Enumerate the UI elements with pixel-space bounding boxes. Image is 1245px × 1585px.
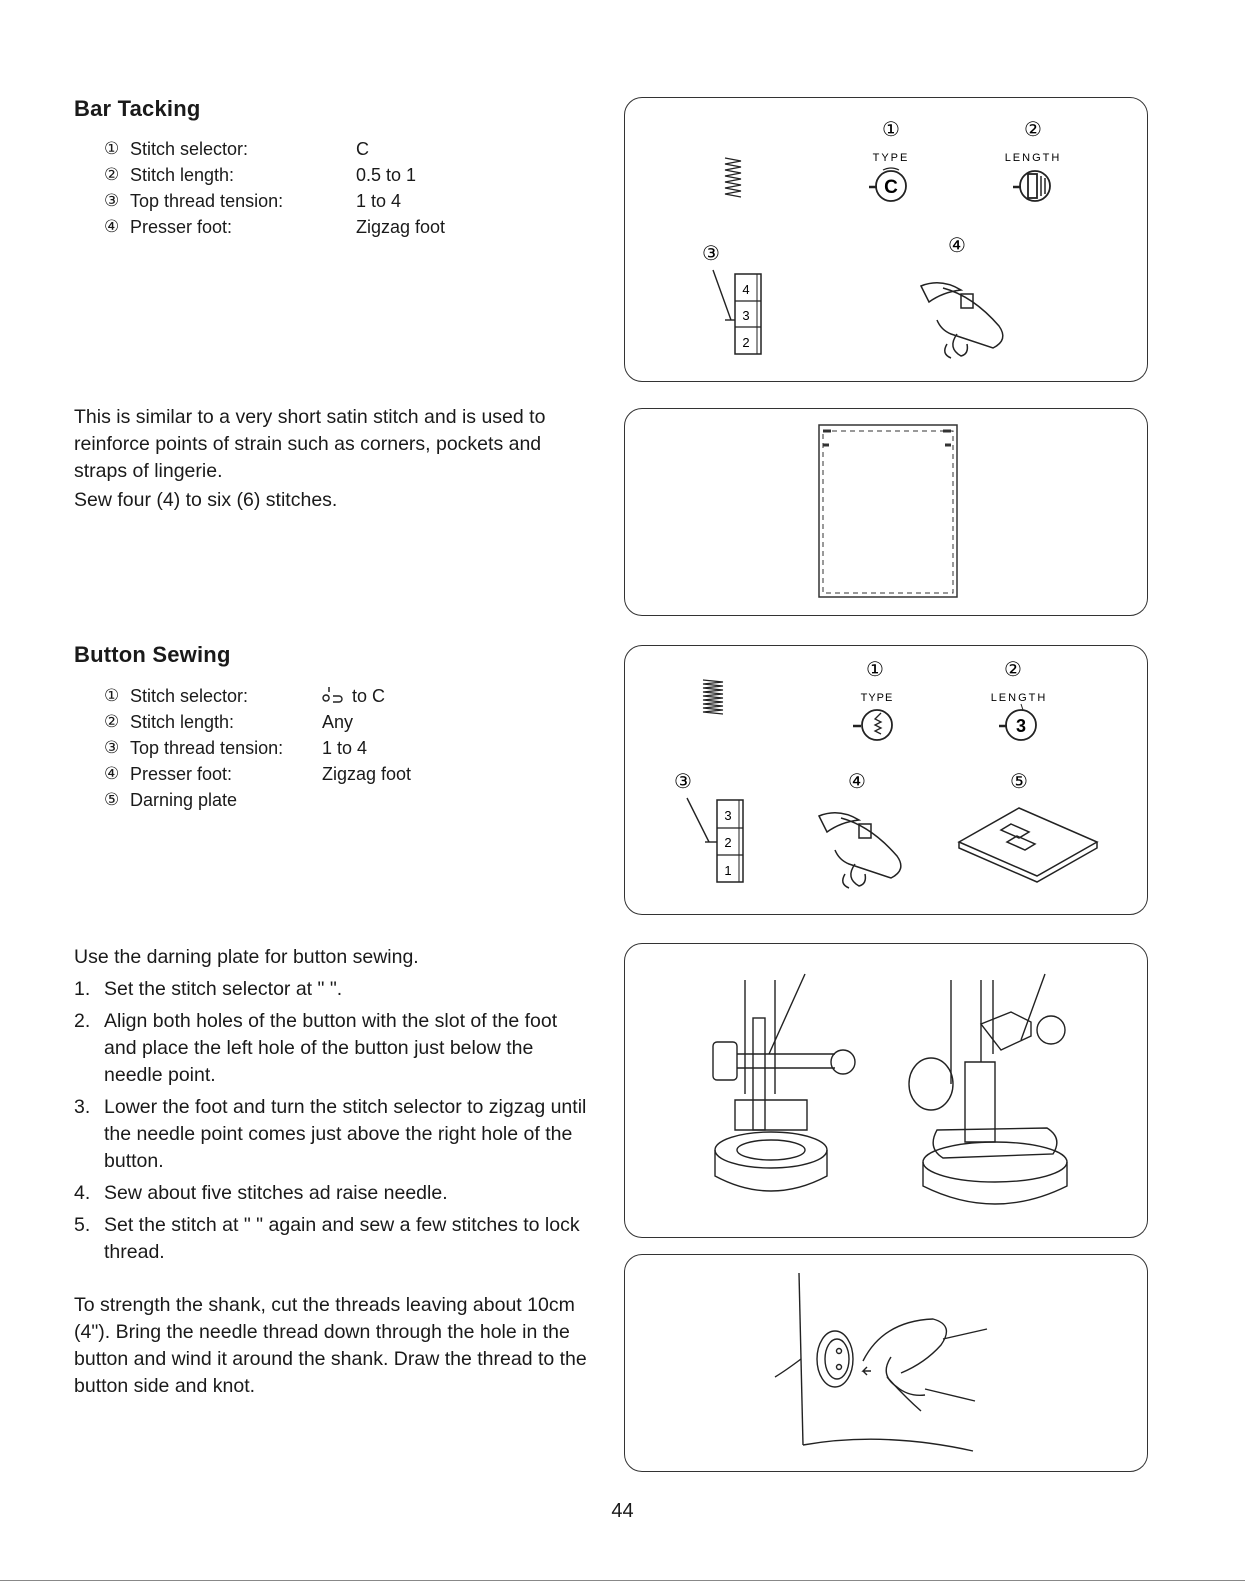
bar-tacking-settings-figure bbox=[624, 97, 1148, 382]
marker-4: ④ bbox=[848, 771, 866, 793]
button-shank-icon bbox=[775, 1273, 987, 1451]
tension-value: 3 bbox=[742, 308, 750, 323]
setting-value: Any bbox=[322, 712, 354, 732]
zigzag-foot-icon bbox=[921, 283, 1003, 358]
step-number: 2. bbox=[74, 1010, 91, 1032]
step-text: Sew about five stitches ad raise needle. bbox=[104, 1182, 448, 1204]
button-sewing-intro: Use the darning plate for button sewing. bbox=[74, 946, 419, 968]
step-item bbox=[74, 1180, 594, 1207]
step-text: Lower the foot and turn the stitch selector to zigzag until the needle point comes just above the right hole of the button. bbox=[104, 1096, 587, 1172]
tension-value: 2 bbox=[742, 335, 750, 350]
setting-value: Zigzag foot bbox=[322, 764, 412, 784]
setting-value: C bbox=[356, 139, 369, 159]
setting-value: 0.5 to 1 bbox=[356, 165, 417, 185]
setting-value: to C bbox=[352, 686, 386, 706]
length-dial-icon bbox=[999, 704, 1036, 740]
length-dial-icon bbox=[1013, 171, 1050, 201]
length-label: LENGTH bbox=[990, 692, 1048, 704]
setting-number: ④ bbox=[104, 217, 120, 236]
setting-label: Stitch length: bbox=[130, 712, 235, 732]
setting-label: Stitch selector: bbox=[130, 139, 249, 159]
setting-row bbox=[104, 136, 445, 162]
setting-value: 1 to 4 bbox=[356, 191, 402, 211]
dial-letter: C bbox=[884, 177, 898, 198]
type-dial-icon bbox=[853, 710, 892, 740]
setting-row bbox=[104, 787, 411, 813]
step-number: 5. bbox=[74, 1214, 91, 1236]
presser-foot-side-icon bbox=[909, 974, 1067, 1204]
marker-2: ② bbox=[1024, 119, 1042, 141]
tension-dial-icon bbox=[713, 270, 761, 354]
bar-tacking-description: This is similar to a very short satin stitch and is used to reinforce points of strain such as corners, pockets and straps of lingerie. bbox=[74, 406, 546, 482]
marker-3: ③ bbox=[702, 243, 720, 265]
setting-row bbox=[104, 761, 411, 787]
tension-value: 2 bbox=[724, 835, 732, 850]
step-item bbox=[74, 1212, 594, 1266]
setting-label: Stitch selector: bbox=[130, 686, 249, 706]
darning-plate-icon bbox=[959, 808, 1097, 882]
setting-number: ⑤ bbox=[104, 790, 120, 809]
setting-row bbox=[104, 214, 445, 240]
page-bottom-edge bbox=[0, 1580, 1245, 1581]
fabric-pocket-icon bbox=[819, 425, 957, 597]
step-text: Set the stitch at " " again and sew a few stitches to lock thread. bbox=[104, 1214, 580, 1263]
tension-value: 3 bbox=[724, 808, 732, 823]
button-stitch-icon bbox=[703, 680, 723, 714]
setting-row bbox=[104, 162, 445, 188]
setting-number: ④ bbox=[104, 764, 120, 783]
section-title-button-sewing: Button Sewing bbox=[74, 642, 231, 667]
button-placement-figure bbox=[624, 943, 1148, 1238]
presser-foot-front-icon bbox=[713, 974, 855, 1191]
length-label: LENGTH bbox=[1004, 152, 1062, 164]
step-item bbox=[74, 976, 594, 1003]
marker-3: ③ bbox=[674, 771, 692, 793]
setting-number: ② bbox=[104, 165, 120, 184]
setting-row bbox=[104, 735, 411, 761]
tension-value: 4 bbox=[742, 282, 750, 297]
setting-label: Darning plate bbox=[130, 790, 238, 810]
step-item bbox=[74, 1008, 594, 1089]
type-dial-icon bbox=[869, 168, 906, 201]
dial-value: 3 bbox=[1015, 716, 1027, 736]
marker-1: ① bbox=[866, 659, 884, 681]
setting-number: ③ bbox=[104, 191, 120, 210]
setting-value: 1 to 4 bbox=[322, 738, 368, 758]
step-number: 1. bbox=[74, 978, 91, 1000]
tension-value: 1 bbox=[724, 863, 732, 878]
step-text: Align both holes of the button with the slot of the foot and place the left hole of the button just below the needle point. bbox=[104, 1010, 558, 1086]
setting-label: Top thread tension: bbox=[130, 738, 284, 758]
zigzag-foot-icon bbox=[819, 813, 901, 888]
bar-tacking-settings bbox=[104, 136, 445, 240]
setting-row bbox=[104, 683, 411, 709]
step-text: Set the stitch selector at " ". bbox=[104, 978, 343, 1000]
setting-row bbox=[104, 709, 411, 735]
type-label: TYPE bbox=[860, 692, 894, 704]
page-number: 44 bbox=[611, 1500, 634, 1522]
tension-dial-icon bbox=[687, 798, 743, 882]
setting-number: ② bbox=[104, 712, 120, 731]
setting-row bbox=[104, 188, 445, 214]
setting-number: ③ bbox=[104, 738, 120, 757]
setting-label: Presser foot: bbox=[130, 764, 233, 784]
setting-label: Top thread tension: bbox=[130, 191, 284, 211]
setting-label: Stitch length: bbox=[130, 165, 235, 185]
setting-label: Presser foot: bbox=[130, 217, 233, 237]
step-number: 4. bbox=[74, 1182, 91, 1204]
marker-4: ④ bbox=[948, 235, 966, 257]
button-stitch-symbol-icon bbox=[322, 683, 352, 709]
marker-2: ② bbox=[1004, 659, 1022, 681]
marker-5: ⑤ bbox=[1010, 771, 1028, 793]
shank-winding-figure bbox=[624, 1254, 1148, 1472]
setting-number: ① bbox=[104, 139, 120, 158]
button-sewing-settings-figure bbox=[624, 645, 1148, 915]
satin-stitch-icon bbox=[725, 158, 741, 197]
step-item bbox=[74, 1094, 594, 1175]
shank-instructions: To strength the shank, cut the threads leaving about 10cm (4"). Bring the needle thread down through the hole in the button and wind it around the shank. Draw the thread to the button side and knot. bbox=[74, 1294, 587, 1397]
bar-tacking-instruction: Sew four (4) to six (6) stitches. bbox=[74, 489, 338, 511]
setting-number: ① bbox=[104, 686, 120, 705]
section-title-bar-tacking: Bar Tacking bbox=[74, 96, 201, 121]
button-sewing-settings bbox=[104, 683, 411, 813]
bar-tack-result-figure bbox=[624, 408, 1148, 616]
marker-1: ① bbox=[882, 119, 900, 141]
type-label: TYPE bbox=[872, 152, 910, 164]
step-number: 3. bbox=[74, 1096, 91, 1118]
button-sewing-steps bbox=[74, 976, 594, 1271]
setting-value: Zigzag foot bbox=[356, 217, 446, 237]
